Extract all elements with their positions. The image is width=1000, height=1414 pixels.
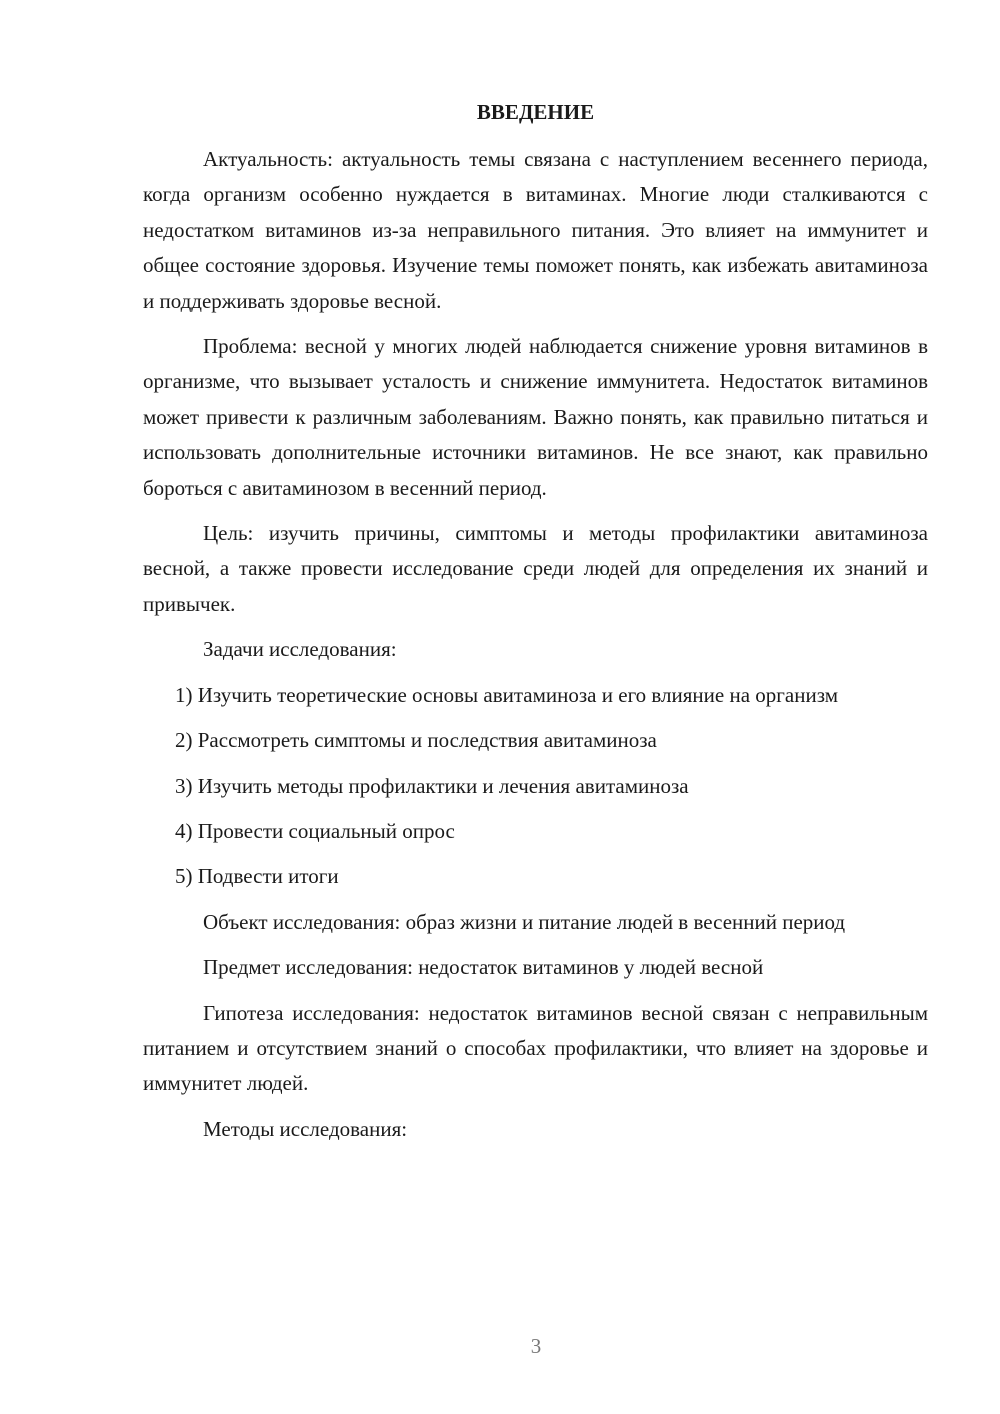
paragraph-goal: Цель: изучить причины, симптомы и методы профилактики авитаминоза весной, а также провести исследование среди людей для определения их знаний и привычек.: [143, 521, 928, 616]
task-item-4: 4) Провести социальный опрос: [175, 818, 455, 843]
page-body: [143, 142, 928, 1147]
paragraph-relevance: Актуальность: актуальность темы связана с наступлением весеннего периода, когда организм особенно нуждается в витаминах. Многие люди сталкиваются с недостатком витаминов из-за неправильного питания. Это влияет на иммунитет и общее состояние здоровья. Изучение темы поможет понять, как избежать авитаминоза и поддерживать здоровье весной.: [143, 147, 928, 313]
task-item-1: 1) Изучить теоретические основы авитаминоза и его влияние на организм: [175, 682, 838, 707]
paragraph-hypothesis: Гипотеза исследования: недостаток витаминов весной связан с неправильным питанием и отсутствием знаний о способах профилактики, что влияет на здоровье и иммунитет людей.: [143, 1000, 928, 1096]
section-heading: ВВЕДЕНИЕ: [476, 100, 595, 124]
page-number: 3: [530, 1334, 542, 1358]
paragraph-subject: Предмет исследования: недостаток витаминов у людей весной: [203, 955, 764, 980]
task-item-3: 3) Изучить методы профилактики и лечения авитаминоза: [175, 773, 689, 798]
paragraph-methods-title: Методы исследования:: [203, 1116, 408, 1141]
paragraph-object: Объект исследования: образ жизни и питание людей в весенний период: [203, 909, 846, 934]
task-item-5: 5) Подвести итоги: [175, 864, 339, 889]
task-item-2: 2) Рассмотреть симптомы и последствия авитаминоза: [175, 728, 657, 753]
paragraph-tasks-title: Задачи исследования:: [203, 637, 397, 662]
paragraph-problem: Проблема: весной у многих людей наблюдается снижение уровня витаминов в организме, что вызывает усталость и снижение иммунитета. Недостаток витаминов может привести к различным заболеваниям. Важно понять, как правильно питаться и использовать дополнительные источники витаминов. Не все знают, как правильно бороться с авитаминозом в весенний период.: [143, 334, 928, 500]
